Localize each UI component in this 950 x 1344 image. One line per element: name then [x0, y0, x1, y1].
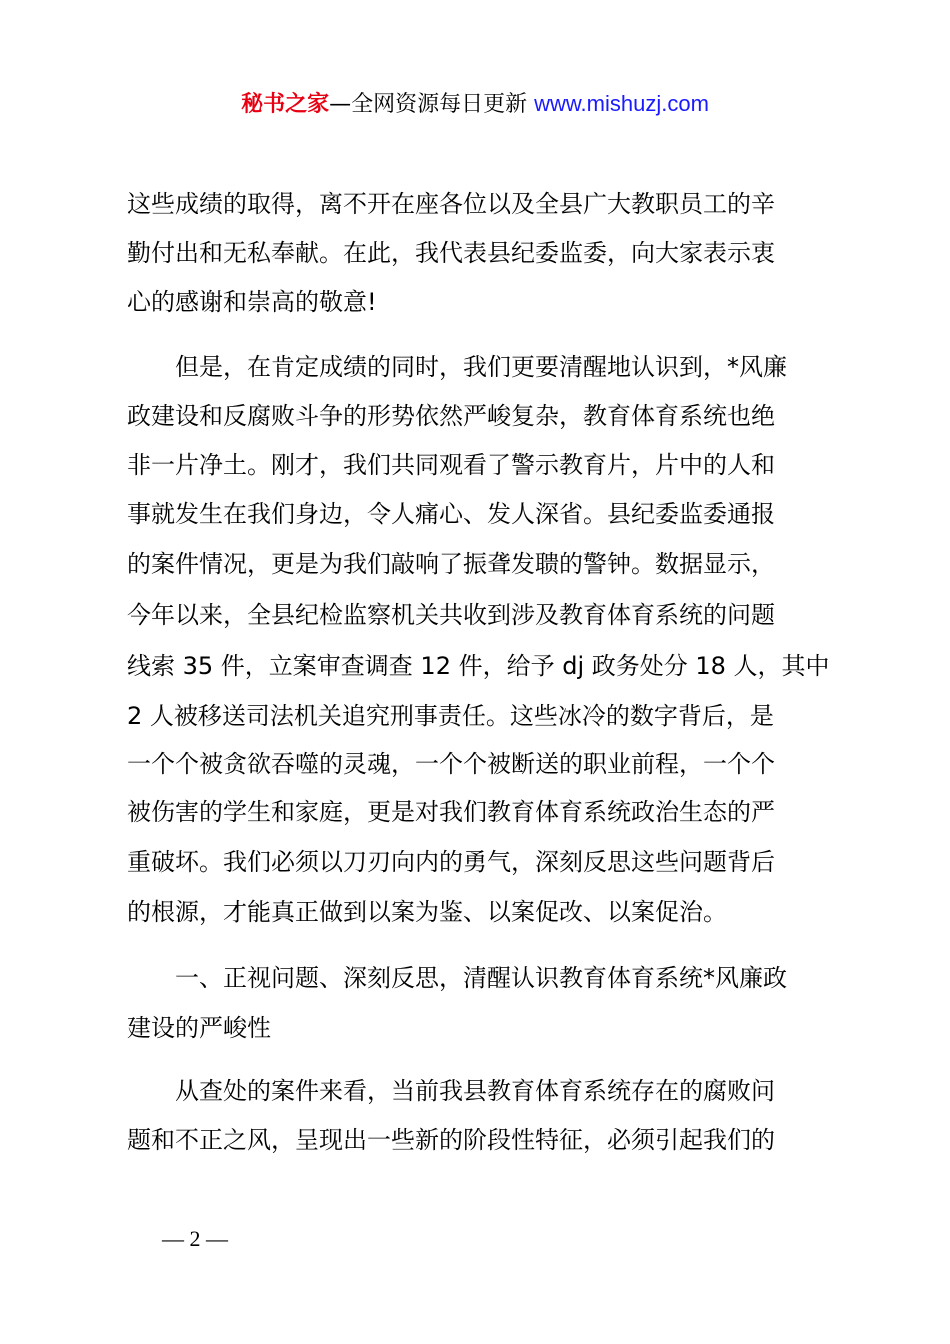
- text-line: 题和不正之风，呈现出一些新的阶段性特征，必须引起我们的: [127, 1126, 775, 1154]
- text-line: 线索 35 件，立案审查调查 12 件，给予 dj 政务处分 18 人，其中: [127, 652, 830, 680]
- text-line: 重破坏。我们必须以刀刃向内的勇气，深刻反思这些问题背后: [127, 848, 775, 876]
- text-line: 非一片净土。刚才，我们共同观看了警示教育片，片中的人和: [127, 451, 775, 479]
- text-line: 勤付出和无私奉献。在此，我代表县纪委监委，向大家表示衷: [127, 239, 775, 267]
- text-line: 这些成绩的取得，离不开在座各位以及全县广大教职员工的辛: [127, 190, 775, 218]
- site-brand: 秘书之家: [241, 92, 330, 117]
- text-line: 的根源，才能真正做到以案为鉴、以案促改、以案促治。: [127, 898, 727, 926]
- page-number: — 2 —: [162, 1226, 228, 1251]
- text-line: 政建设和反腐败斗争的形势依然严峻复杂，教育体育系统也绝: [127, 402, 775, 430]
- text-line: 但是，在肯定成绩的同时，我们更要清醒地认识到，*风廉: [127, 353, 787, 381]
- section-heading-line: 一、正视问题、深刻反思，清醒认识教育体育系统*风廉政: [127, 964, 787, 992]
- site-tagline: —全网资源每日更新: [329, 92, 528, 117]
- text-line: 2 人被移送司法机关追究刑事责任。这些冰冷的数字背后，是: [127, 702, 774, 730]
- site-url[interactable]: www.mishuzj.com: [534, 91, 709, 116]
- text-line: 心的感谢和崇高的敬意!: [127, 288, 377, 316]
- text-line: 的案件情况，更是为我们敲响了振聋发聩的警钟。数据显示，: [127, 550, 775, 578]
- text-line: 从查处的案件来看，当前我县教育体育系统存在的腐败问: [127, 1077, 775, 1105]
- site-header: [0, 88, 950, 121]
- text-line: 被伤害的学生和家庭，更是对我们教育体育系统政治生态的严: [127, 798, 775, 826]
- text-line: 一个个被贪欲吞噬的灵魂，一个个被断送的职业前程，一个个: [127, 750, 775, 778]
- text-line: 今年以来，全县纪检监察机关共收到涉及教育体育系统的问题: [127, 601, 775, 629]
- text-line: 事就发生在我们身边，令人痛心、发人深省。县纪委监委通报: [127, 500, 775, 528]
- section-heading-line: 建设的严峻性: [127, 1014, 271, 1042]
